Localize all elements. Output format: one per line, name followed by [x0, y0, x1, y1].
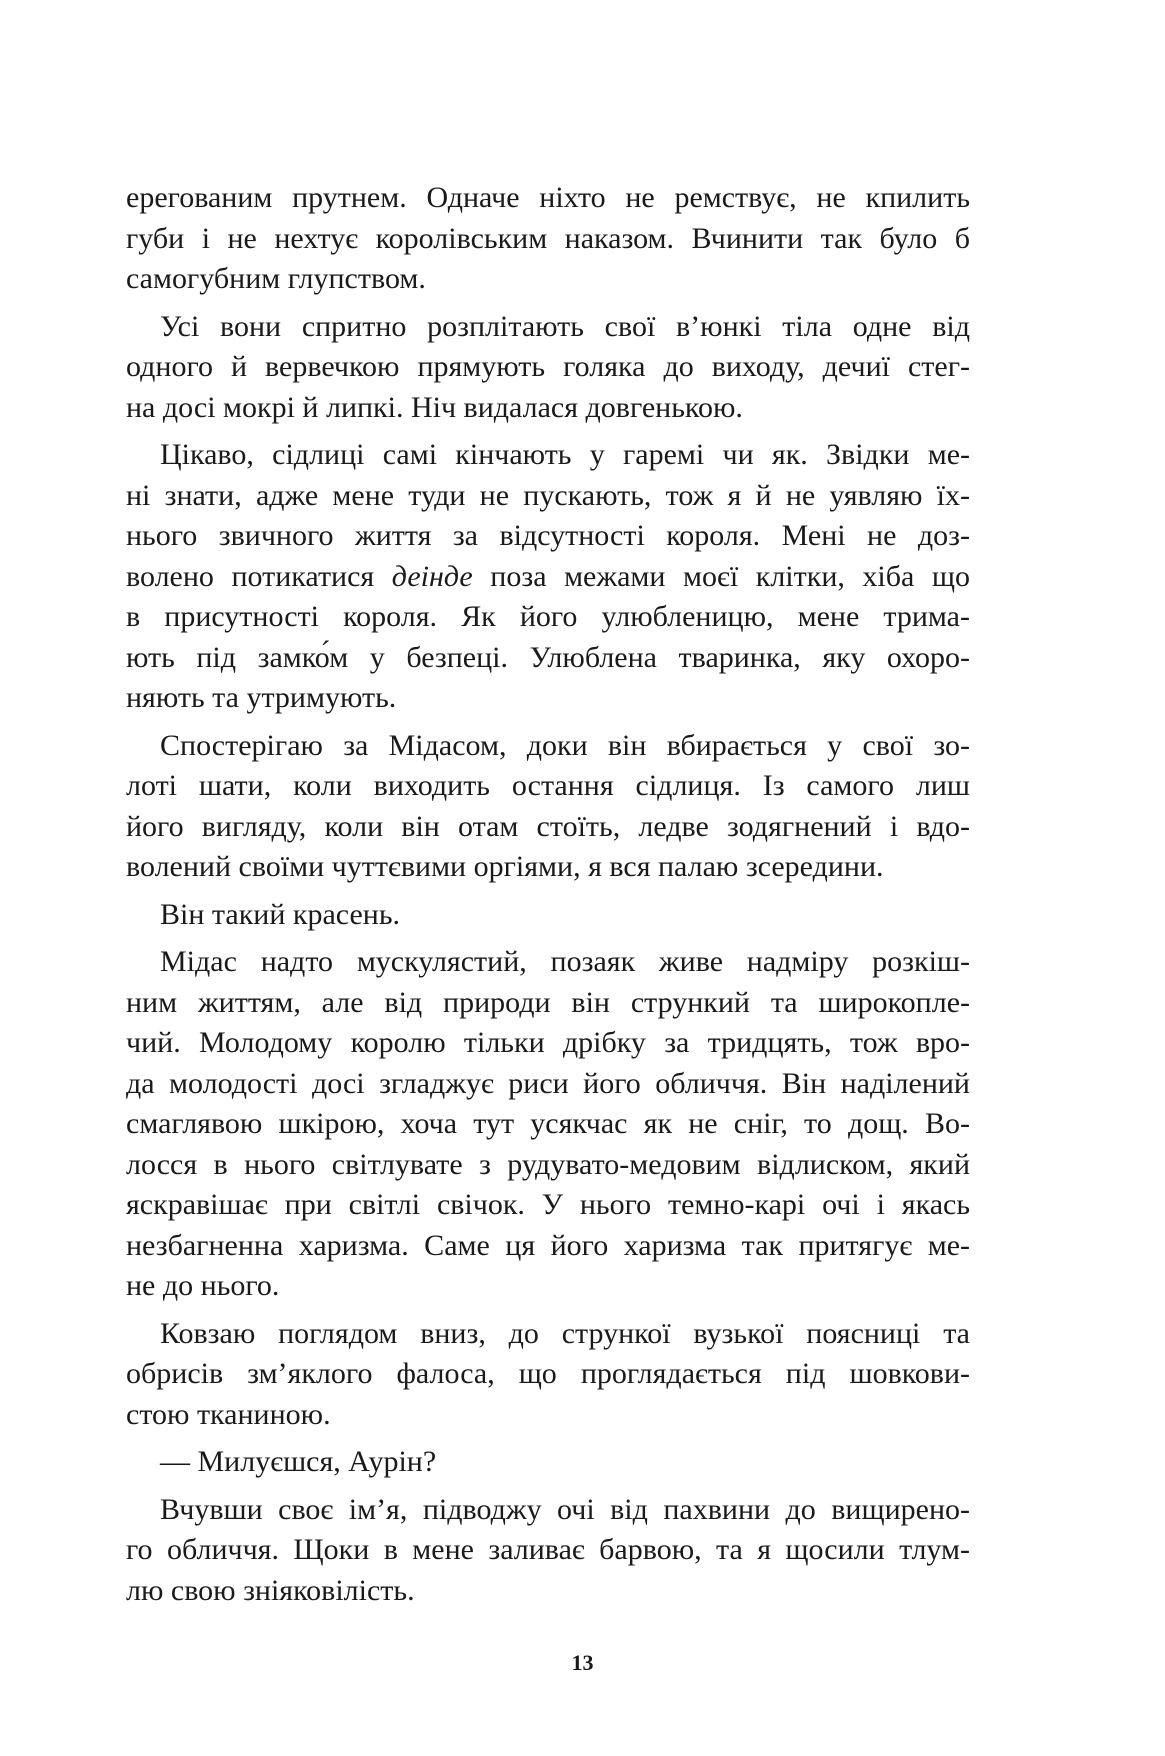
text-line: на досі мокрі й липкі. Ніч видалася довгенькою.	[126, 390, 743, 424]
text-line: — Милуєшся, Аурін?	[160, 1445, 437, 1478]
text-line: Цікаво, сідлиці самі кінчають у гаремі чи як. Звідки ме-	[160, 438, 970, 471]
text-line: його вигляду, коли він отам стоїть, ледве зодягнений і вдо-	[126, 809, 970, 843]
page-number: 13	[571, 1650, 594, 1675]
paragraph	[126, 942, 970, 1307]
text-line: обрисів зм’яклого фалоса, що проглядається під шовкови-	[126, 1357, 970, 1390]
text-line: Він такий красень.	[160, 897, 400, 931]
text-line: самогубним глупством.	[126, 262, 426, 295]
text-segment: волено потикатися	[126, 559, 392, 593]
paragraph	[126, 1442, 970, 1483]
text-line: в присутності короля. Як його улюбленицю, мене трима-	[126, 600, 970, 633]
text-line: волений своїми чуттєвими оргіями, я вся палаю зсередини.	[126, 850, 884, 883]
text-line: ним життям, але від природи він стрункий та широкопле-	[126, 985, 970, 1019]
text-line: Ковзаю поглядом вниз, до стрункої вузької поясниці та	[160, 1316, 970, 1350]
paragraph	[126, 726, 970, 888]
body-text	[126, 178, 970, 1611]
text-line: незбагненна харизма. Саме ця його харизма так притягує ме-	[126, 1228, 970, 1262]
text-line: чий. Молодому королю тільки дрібку за тридцять, тож вро-	[126, 1026, 970, 1059]
text-line: лоті шати, коли виходить остання сідлиця. Із самого лиш	[126, 769, 970, 802]
text-line: го обличчя. Щоки в мене заливає барвою, та я щосили тлум-	[126, 1533, 970, 1566]
paragraph	[126, 1314, 970, 1436]
text-line: няють та утримують.	[126, 681, 397, 714]
text-line: Мідас надто мускулястий, позаяк живе надміру розкіш-	[160, 945, 970, 978]
italic-word: деінде	[391, 559, 473, 593]
paragraph	[126, 895, 970, 936]
text-line: да молодості досі згладжує риси його обличчя. Він наділений	[126, 1066, 970, 1100]
text-segment: поза межами моєї клітки, хіба що	[472, 559, 971, 593]
text-line: не до нього.	[126, 1269, 280, 1302]
paragraph	[126, 1490, 970, 1612]
text-line: нього звичного життя за відсутності короля. Мені не доз-	[126, 519, 970, 552]
text-line: Спостерігаю за Мідасом, доки він вбирається у свої зо-	[160, 728, 970, 762]
text-line	[126, 557, 970, 598]
text-line: лосся в нього світлувате з рудувато-медовим відлиском, який	[126, 1147, 970, 1181]
text-line: яскравішає при світлі свічок. У нього темно-карі очі і якась	[126, 1188, 970, 1221]
text-line: ні знати, адже мене туди не пускають, тож я й не уявляю їх-	[126, 478, 970, 512]
text-line: ерегованим прутнем. Одначе ніхто не ремствує, не кпилить	[126, 181, 970, 214]
text-line: смаглявою шкірою, хоча тут усякчас як не сніг, то дощ. Во-	[126, 1107, 970, 1140]
text-line: Усі вони спритно розплітають свої в’юнкі тіла одне від	[160, 309, 970, 343]
text-line: стою тканиною.	[126, 1397, 331, 1431]
text-line: Вчувши своє ім’я, підводжу очі від пахвини до вищирено-	[160, 1492, 970, 1526]
paragraph	[126, 307, 970, 429]
text-line: одного й вервечкою прямують голяка до виходу, дечиї стег-	[126, 350, 970, 383]
paragraph	[126, 435, 970, 719]
text-line: ють під замко́м у безпеці. Улюблена тваринка, яку охоро-	[126, 640, 970, 674]
text-line: губи і не нехтує королівським наказом. Вчинити так було б	[126, 221, 970, 255]
paragraph	[126, 178, 970, 300]
text-line: лю свою зніяковілість.	[126, 1573, 415, 1607]
